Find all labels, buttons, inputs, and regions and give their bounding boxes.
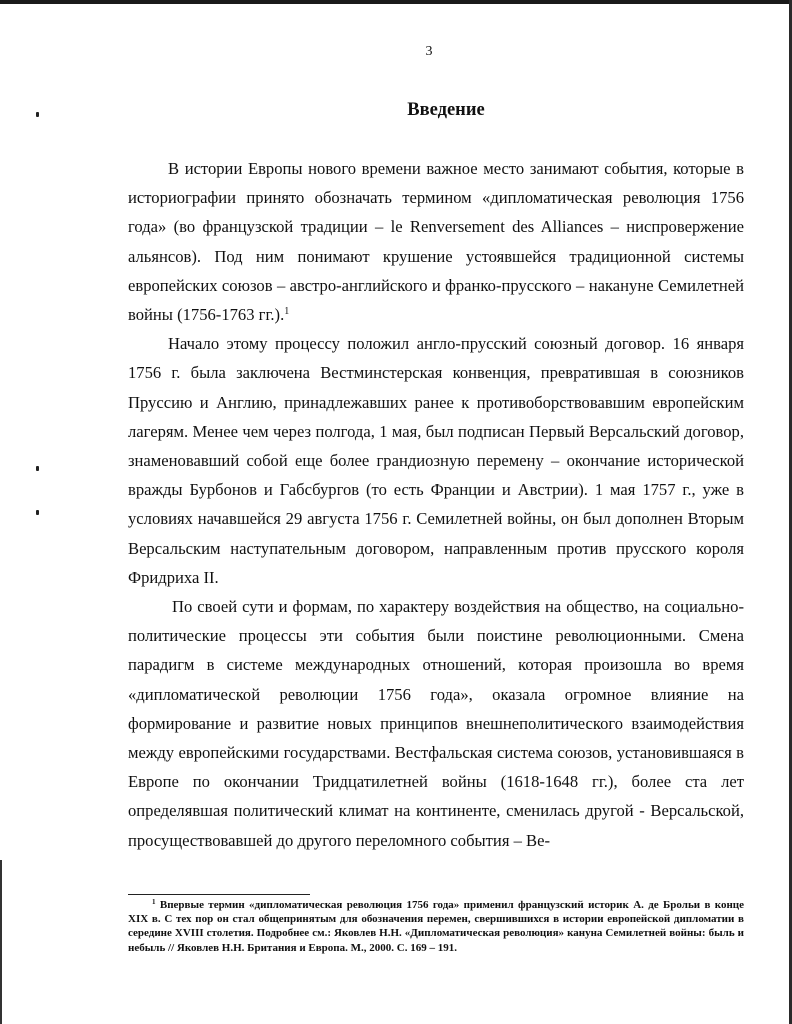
scan-edge-left [0, 860, 2, 1024]
body-text [128, 154, 744, 855]
paragraph-text: По своей сути и формам, по характеру воздействия на общество, на социально-политические процессы эти события были поистине революционными. Смена парадигм в системе международных отношений, которая произошла во время «дипломатической революции 1756 года», оказала огромное влияние на формирование и развитие новых принципов внешнеполитического взаимодействия между европейскими государствами. Вестфальская система союзов, установившаяся в Европе по окончании Тридцатилетней войны (1618-1648 гг.), более ста лет определявшая политический климат на континенте, сменилась другой - Версальской, просуществовавшей до другого переломного события – Ве- [128, 597, 744, 850]
scan-edge-top [0, 0, 792, 4]
footnote-text: Впервые термин «дипломатическая революция 1756 года» применил французский историк А. де Брольи в конце XIX в. С тех пор он стал общепринятым для обозначения перемен, свершившихся в истории европейской дипломатии в середине XVIII столетия. Подробнее см.: Яковлев Н.Н. «Дипломатическая революция» кануна Семилетней войны: быль и небыль // Яковлев Н.Н. Британия и Европа. М., 2000. С. 169 – 191. [128, 899, 744, 954]
scan-speck [36, 466, 39, 471]
page-title: Введение [407, 100, 485, 120]
footnote-mark: 1 [152, 898, 156, 906]
scan-speck [36, 510, 39, 515]
footnote [128, 898, 744, 955]
paragraph-text: В истории Европы нового времени важное место занимают события, которые в историографии принято обозначать термином «дипломатическая революция 1756 года» (во французской традиции – le Renversement des Alliances – ниспровержение альянсов). Под ним понимают крушение устоявшейся традиционной системы европейских союзов – австро-английского и франко-прусского – накануне Семилетней войны (1756-1763 гг.). [128, 159, 744, 325]
page-number: 3 [425, 44, 433, 59]
paragraph [128, 329, 744, 592]
paragraph [128, 592, 744, 855]
paragraph [128, 154, 744, 329]
paragraph-text: Начало этому процессу положил англо-прусский союзный договор. 16 января 1756 г. была заключена Вестминстерская конвенция, превратившая в союзников Пруссию и Англию, принадлежавших ранее к противоборствовавшим европейским лагерям. Менее чем через полгода, 1 мая, был подписан Первый Версальский договор, знаменовавший собой еще более грандиозную перемену – окончание исторической вражды Бурбонов и Габсбургов (то есть Франции и Австрии). 1 мая 1757 г., уже в условиях начавшейся 29 августа 1756 г. Семилетней войны, он был дополнен Вторым Версальским наступательным договором, направленным против прусского короля Фридриха II. [128, 334, 744, 587]
footnote-divider [128, 894, 310, 895]
footnote-reference[interactable]: 1 [284, 306, 290, 318]
